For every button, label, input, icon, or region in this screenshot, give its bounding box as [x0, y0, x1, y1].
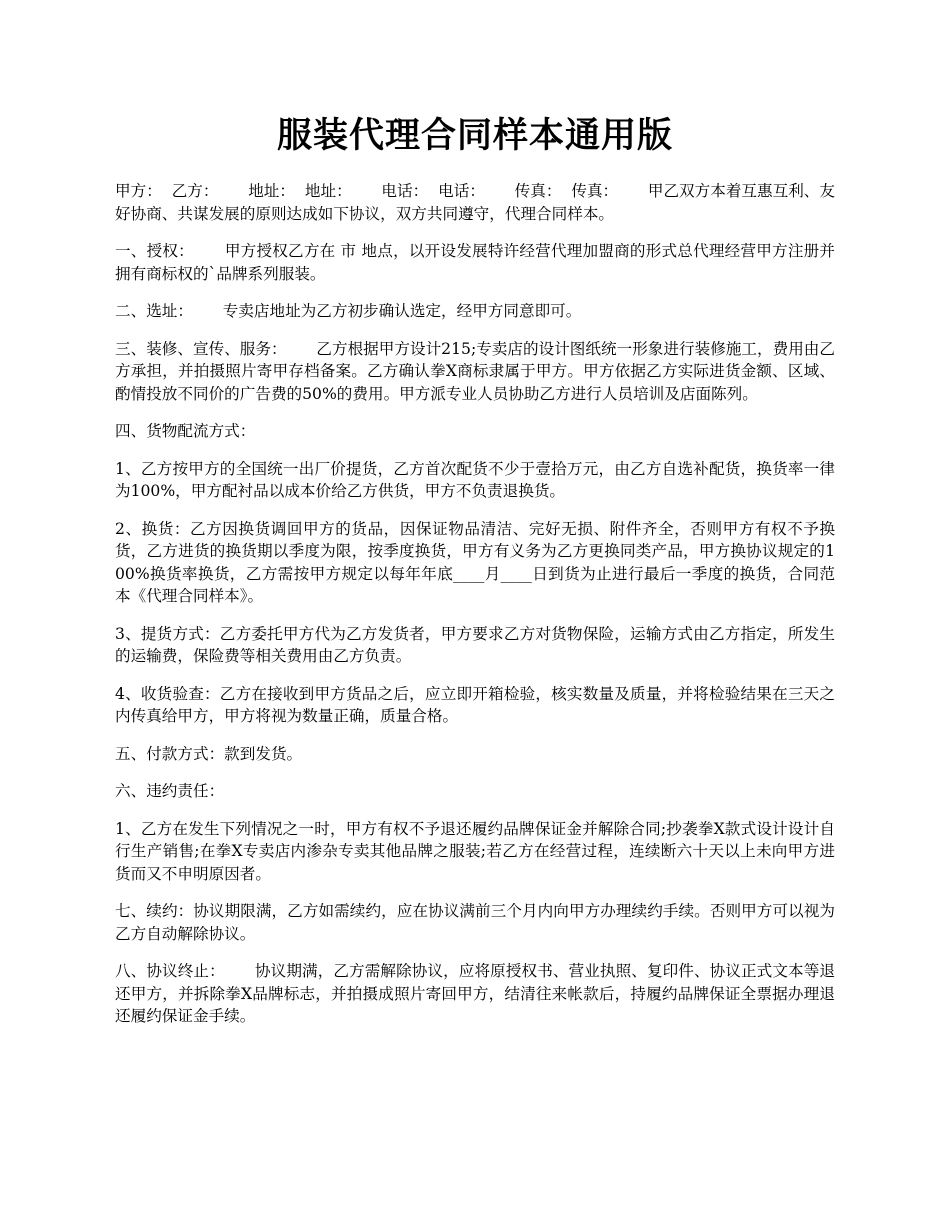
paragraph-termination: 八、协议终止： 协议期满，乙方需解除协议，应将原授权书、营业执照、复印件、协议正式文本等退还甲方，并拆除拳X品牌标志，并拍摄成照片寄回甲方，结清往来帐款后，持履约品牌保证全票据办理退还履约保证金手续。 — [115, 962, 835, 1025]
paragraph-liability-1: 1、乙方在发生下列情况之一时，甲方有权不予退还履约品牌保证金并解除合同;抄袭拳X款式设计设计自行生产销售;在拳X专卖店内渗杂专卖其他品牌之服装;若乙方在经营过程，连续断六十天以上未向甲方进货而又不申明原因者。 — [115, 819, 835, 883]
paragraph-distribution-2: 2、换货：乙方因换货调回甲方的货品，因保证物品清洁、完好无损、附件齐全，否则甲方有权不予换货，乙方进货的换货期以季度为限，按季度换货，甲方有义务为乙方更换同类产品，甲方换协议规定的100%换货率换货，乙方需按甲方规定以每年年底____月____日到货为止进行最后一季度的换货，合同范本《代理合同样本》。 — [115, 519, 835, 605]
paragraph-distribution-3: 3、提货方式：乙方委托甲方代为乙方发货者，甲方要求乙方对货物保险，运输方式由乙方指定，所发生的运输费，保险费等相关费用由乙方负责。 — [115, 624, 835, 665]
paragraph-distribution-heading: 四、货物配流方式： — [115, 422, 256, 440]
paragraph-parties: 甲方： 乙方： 地址： 地址： 电话： 电话： 传真： 传真： 甲乙双方本着互惠互利、友好协商、共谋发展的原则达成如下协议，双方共同遵守，代理合同样本。 — [115, 182, 835, 223]
paragraph-distribution-1: 1、乙方按甲方的全国统一出厂价提货，乙方首次配货不少于壹拾万元，由乙方自选补配货，换货率一律为100%，甲方配衬品以成本价给乙方供货，甲方不负责退换货。 — [115, 459, 835, 500]
document-title: 服装代理合同样本通用版 — [276, 115, 673, 156]
document-body — [115, 180, 835, 1043]
paragraph-payment: 五、付款方式：款到发货。 — [115, 744, 303, 763]
paragraph-site-selection: 二、选址： 专卖店地址为乙方初步确认选定，经甲方同意即可。 — [115, 302, 582, 320]
paragraph-distribution-4: 4、收货验查：乙方在接收到甲方货品之后，应立即开箱检验，核实数量及质量，并将检验结果在三天之内传真给甲方，甲方将视为数量正确，质量合格。 — [115, 684, 835, 725]
paragraph-decoration-services: 三、装修、宣传、服务： 乙方根据甲方设计215;专卖店的设计图纸统一形象进行装修施工，费用由乙方承担，并拍摄照片寄甲存档备案。乙方确认拳X商标隶属于甲方。甲方依据乙方实际进货金额、区域、酌情投放不同价的广告费的50%的费用。甲方派专业人员协助乙方进行人员培训及店面陈列。 — [115, 339, 835, 403]
paragraph-authorization: 一、授权： 甲方授权乙方在 市 地点，以开设发展特许经营代理加盟商的形式总代理经营甲方注册并拥有商标权的`品牌系列服装。 — [115, 242, 835, 283]
paragraph-renewal: 七、续约：协议期限满，乙方如需续约，应在协议满前三个月内向甲方办理续约手续。否则甲方可以视为乙方自动解除协议。 — [115, 902, 835, 943]
paragraph-liability-heading: 六、违约责任： — [115, 782, 225, 800]
